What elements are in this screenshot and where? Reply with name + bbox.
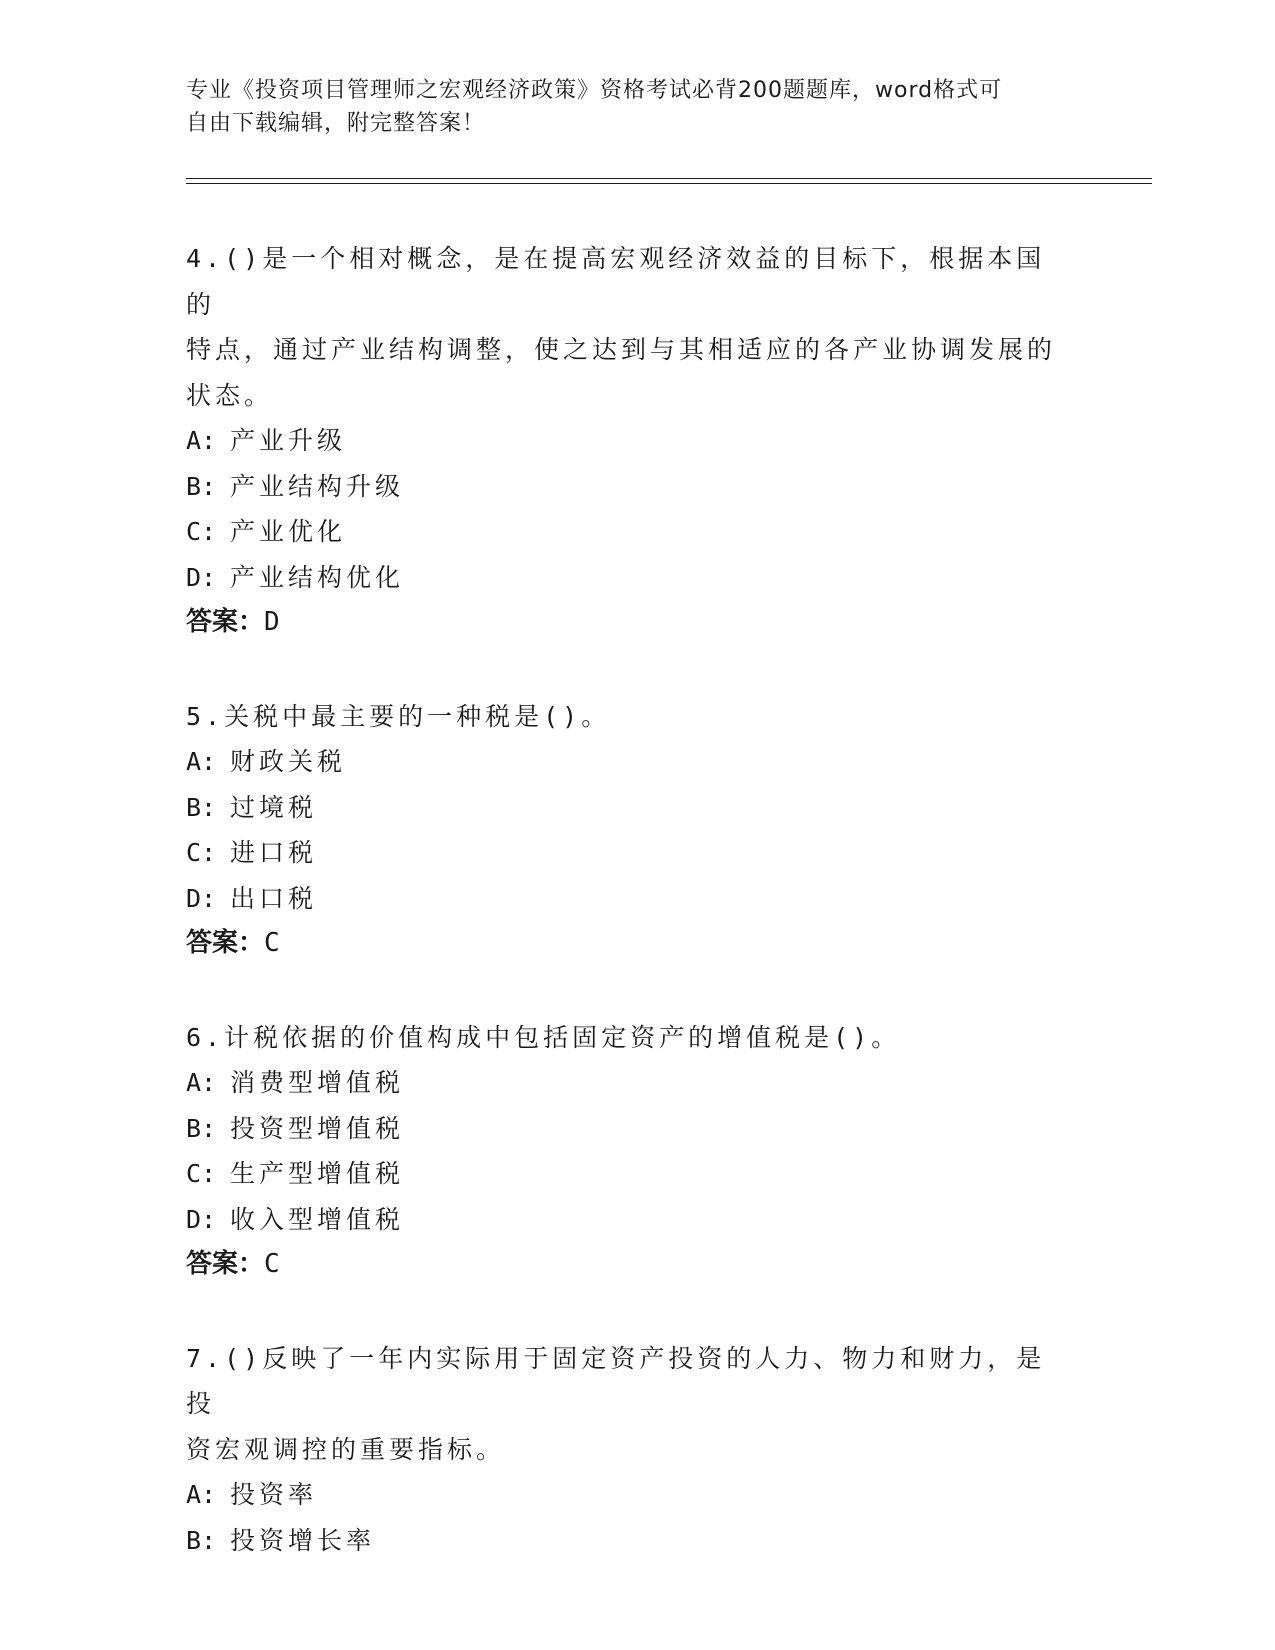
answer-option xyxy=(186,555,1066,601)
option-text: 投资增长率 xyxy=(230,1525,376,1555)
answer-line xyxy=(186,1242,1066,1288)
answer-option xyxy=(186,739,1066,785)
option-text: 产业升级 xyxy=(230,426,347,455)
answer-label: 答案： xyxy=(186,928,265,958)
answer-option xyxy=(186,1472,1066,1518)
option-text: 进口税 xyxy=(230,838,318,867)
option-label: A: xyxy=(186,747,217,776)
option-label: D: xyxy=(186,1204,217,1234)
header-line-1: 专业《投资项目管理师之宏观经济政策》资格考试必背200题题库，word格式可 xyxy=(186,78,1003,103)
question-block xyxy=(186,694,1066,967)
question-block xyxy=(186,236,1066,646)
answer-option xyxy=(186,464,1066,510)
option-label: B: xyxy=(186,1113,217,1143)
answer-option xyxy=(186,509,1066,555)
option-text: 投资型增值税 xyxy=(230,1113,405,1143)
answer-option xyxy=(186,785,1066,831)
option-text: 产业结构优化 xyxy=(230,562,405,592)
option-label: A: xyxy=(186,426,217,455)
option-text: 生产型增值税 xyxy=(230,1159,405,1188)
option-text: 产业结构升级 xyxy=(230,471,405,501)
option-label: C: xyxy=(186,838,217,867)
question-stem-line: 状态。 xyxy=(186,380,274,410)
option-text: 收入型增值税 xyxy=(230,1204,405,1234)
question-stem-line: 特点，通过产业结构调整，使之达到与其相适应的各产业协调发展的 xyxy=(186,335,1057,364)
option-text: 出口税 xyxy=(230,883,318,913)
option-label: C: xyxy=(186,1159,217,1188)
answer-option xyxy=(186,876,1066,922)
option-label: B: xyxy=(186,471,217,501)
answer-value: C xyxy=(264,928,280,958)
answer-line xyxy=(186,600,1066,646)
option-label: D: xyxy=(186,562,217,592)
option-label: A: xyxy=(186,1480,217,1509)
question-stem-line: 4.()是一个相对概念，是在提高宏观经济效益的目标下，根据本国的 xyxy=(186,244,1046,319)
question-stem-line: 6.计税依据的价值构成中包括固定资产的增值税是()。 xyxy=(186,1022,901,1052)
option-text: 消费型增值税 xyxy=(230,1068,405,1097)
document-header xyxy=(186,74,1066,140)
answer-value: C xyxy=(264,1249,280,1279)
option-text: 过境税 xyxy=(230,792,318,822)
option-label: C: xyxy=(186,517,217,546)
answer-label: 答案： xyxy=(186,607,265,637)
question-block xyxy=(186,1015,1066,1288)
answer-option xyxy=(186,418,1066,464)
answer-line xyxy=(186,921,1066,967)
option-label: B: xyxy=(186,792,217,822)
answer-option xyxy=(186,1060,1066,1106)
question-stem-line: 资宏观调控的重要指标。 xyxy=(186,1434,506,1464)
header-line-2: 自由下载编辑，附完整答案！ xyxy=(186,111,486,136)
header-divider-bottom xyxy=(186,183,1152,184)
answer-value: D xyxy=(264,607,280,637)
question-stem-line: 5.关税中最主要的一种税是()。 xyxy=(186,701,611,731)
question-stem-line: 7.()反映了一年内实际用于固定资产投资的人力、物力和财力，是投 xyxy=(186,1343,1046,1418)
answer-option xyxy=(186,1106,1066,1152)
option-text: 财政关税 xyxy=(230,747,347,776)
option-label: D: xyxy=(186,883,217,913)
option-label: B: xyxy=(186,1525,217,1555)
answer-option xyxy=(186,1518,1066,1564)
answer-label: 答案： xyxy=(186,1249,265,1279)
question-block xyxy=(186,1336,1066,1564)
option-label: A: xyxy=(186,1068,217,1097)
answer-option xyxy=(186,830,1066,876)
question-list xyxy=(186,236,1066,1611)
answer-option xyxy=(186,1151,1066,1197)
header-divider-top xyxy=(186,178,1152,179)
option-text: 投资率 xyxy=(230,1480,318,1509)
answer-option xyxy=(186,1197,1066,1243)
option-text: 产业优化 xyxy=(230,517,347,546)
